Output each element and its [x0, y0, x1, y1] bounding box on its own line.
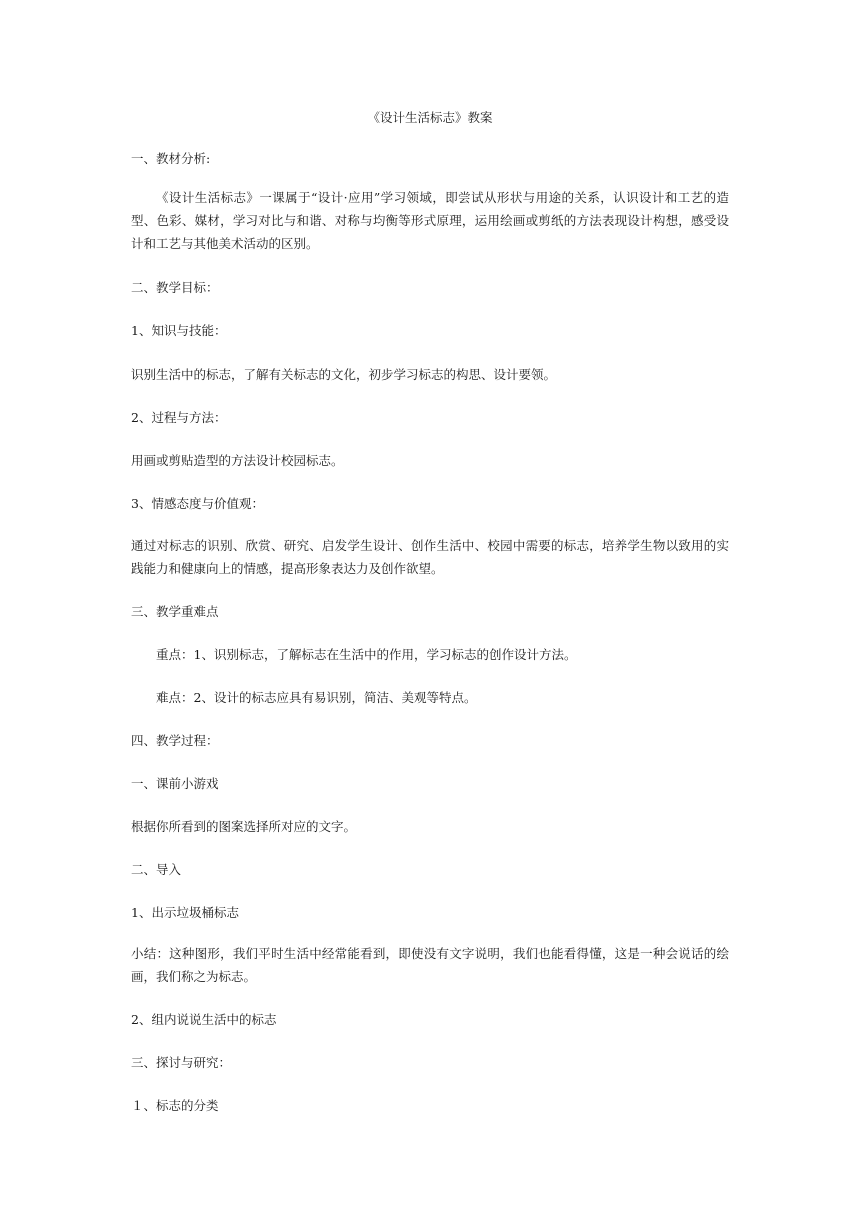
- goal-knowledge-heading: 1、知识与技能：: [131, 323, 227, 338]
- goal-process-heading: 2、过程与方法：: [131, 410, 227, 425]
- process-step-intro-item-2: 2、组内说说生活中的标志: [131, 1012, 277, 1027]
- process-step-research-item-1: １、标志的分类: [131, 1098, 219, 1113]
- section-heading-process: 四、教学过程：: [131, 733, 219, 748]
- section-heading-key-points: 三、教学重难点: [131, 604, 219, 619]
- process-step-intro-item-1: 1、出示垃圾桶标志: [131, 905, 239, 920]
- goal-knowledge-text: 识别生活中的标志，了解有关标志的文化，初步学习标志的构思、设计要领。: [131, 367, 557, 382]
- section-heading-goals: 二、教学目标：: [131, 280, 219, 295]
- difficult-point-text: 难点：2、设计的标志应具有易识别，简洁、美观等特点。: [156, 690, 477, 705]
- goal-attitude-heading: 3、情感态度与价值观：: [131, 496, 264, 511]
- analysis-paragraph: 《设计生活标志》一课属于“设计·应用”学习领域，即尝试从形状与用途的关系，认识设计和工艺的造型、色彩、媒材，学习对比与和谐、对称与均衡等形式原理，运用绘画或剪纸的方法表现设计构想，感受设计和工艺与其他美术活动的区别。: [131, 190, 729, 251]
- goal-process-text: 用画或剪贴造型的方法设计校园标志。: [131, 453, 344, 468]
- process-step-research-heading: 三、探讨与研究：: [131, 1055, 232, 1070]
- document-title: 《设计生活标志》教案: [367, 110, 493, 125]
- process-step-game-heading: 一、课前小游戏: [131, 776, 219, 791]
- process-step-intro-summary: 小结：这种图形，我们平时生活中经常能看到，即使没有文字说明，我们也能看得懂，这是一种会说话的绘画，我们称之为标志。: [131, 946, 729, 984]
- process-step-game-text: 根据你所看到的图案选择所对应的文字。: [131, 819, 357, 834]
- key-point-text: 重点：1、识别标志，了解标志在生活中的作用，学习标志的创作设计方法。: [156, 647, 577, 662]
- goal-attitude-paragraph: 通过对标志的识别、欣赏、研究、启发学生设计、创作生活中、校园中需要的标志，培养学生物以致用的实践能力和健康向上的情感，提高形象表达力及创作欲望。: [131, 538, 729, 576]
- section-heading-analysis: 一、教材分析:: [131, 151, 211, 166]
- process-step-intro-heading: 二、导入: [131, 862, 182, 877]
